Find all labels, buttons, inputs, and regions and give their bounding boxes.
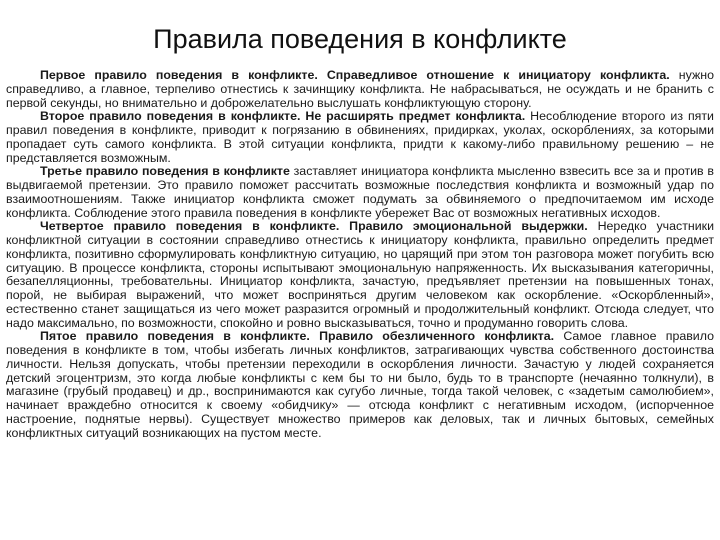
rule-2-paragraph <box>6 110 714 165</box>
rule-3-heading-tail: заставляет инициатора конфликта мысленно взвесить все за и против в выдвигаемой претензии. <box>6 164 714 192</box>
rule-5-body: Самое главное правило поведения в конфликте в том, чтобы избегать личных конфликтов, затрагивающих чувства собственного достоинства личности. Нельзя допускать, чтобы претензии переходили в оскорбления личности. Зачастую у людей сохраняется детский эгоцентризм, это когда любые конфликты с кем бы то ни было, будь то в транспорте (нечаянно толкнули), в магазине (грубый продавец) и др., воспринимаются как сугубо личные, тогда такой человек, с «задетым самолюбием», начинает враждебно относится к своему «обидчику» — отсюда конфликт с негативным исходом, (испорченное настроение, поднятые нервы). Существует множество примеров как деловых, так и личных бытовых, семейных конфликтных ситуаций возникающих на пустом месте. <box>6 329 714 440</box>
rules-text <box>6 69 714 440</box>
rule-2-body: Несоблюдение второго из пяти правил поведения в конфликте, приводит к погрязанию в обвинениях, придирках, уколах, оскорблениях, за которыми пропадает суть самого конфликта. В этой ситуации конфликта, придти к какому-либо правильному решению – не представляется возможным. <box>6 109 714 165</box>
rule-4-paragraph <box>6 220 714 330</box>
rule-3-paragraph <box>6 165 714 220</box>
rule-1-body: нужно справедливо, а главное, терпеливо отнестись к зачинщику конфликта. Не набрасываться, не осуждать и не бранить с первой секунды, но внимательно и доброжелательно выслушать конфликтующую сторону. <box>6 68 714 110</box>
rule-4-body: Нередко участники конфликтной ситуации в состоянии справедливо отнестись к инициатору конфликта, правильно определить предмет конфликта, позитивно сформулировать конфликтную ситуацию, но царящий при этом тон разговора может погубить всю ситуацию. В процессе конфликта, стороны испытывают эмоциональную напряженность. Их высказывания категоричны, безапелляционны, требовательны. Инициатор конфликта, зачастую, предъявляет претензии на повышенных тонах, порой, не выбирая выражений, что может восприняться другим человеком как оскорбление. «Оскорбленный», естественно станет защищаться из чего может разразится огромный и продолжительный конфликт. Отсюда следует, что надо максимально, по возможности, спокойно и ровно высказываться, точно и продуманно говорить слова. <box>6 219 714 330</box>
rule-3-heading: Третье правило поведения в конфликте <box>40 164 290 179</box>
rule-2-heading: Второе правило поведения в конфликте. Не расширять предмет конфликта. <box>40 109 526 124</box>
page-title: Правила поведения в конфликте <box>153 24 567 54</box>
rule-5-heading: Пятое правило поведения в конфликте. Правило обезличенного конфликта. <box>40 329 555 344</box>
rule-1-heading: Первое правило поведения в конфликте. Справедливое отношение к инициатору конфликта. <box>40 68 670 82</box>
rule-5-paragraph <box>6 330 714 440</box>
rule-3-body: Это правило поможет рассчитать возможные последствия конфликта и возможный удар по взаимоотношениям. Также инициатор конфликта сможет подумать за обвиняемого о предпочитаемом им исходе конфликта. Соблюдение этого правила поведения в конфликте убережет Вас от возможных негативных исходов. <box>6 178 714 220</box>
rule-4-heading: Четвертое правило поведения в конфликте. Правило эмоциональной выдержки. <box>40 219 588 234</box>
rule-1-paragraph <box>6 69 714 110</box>
